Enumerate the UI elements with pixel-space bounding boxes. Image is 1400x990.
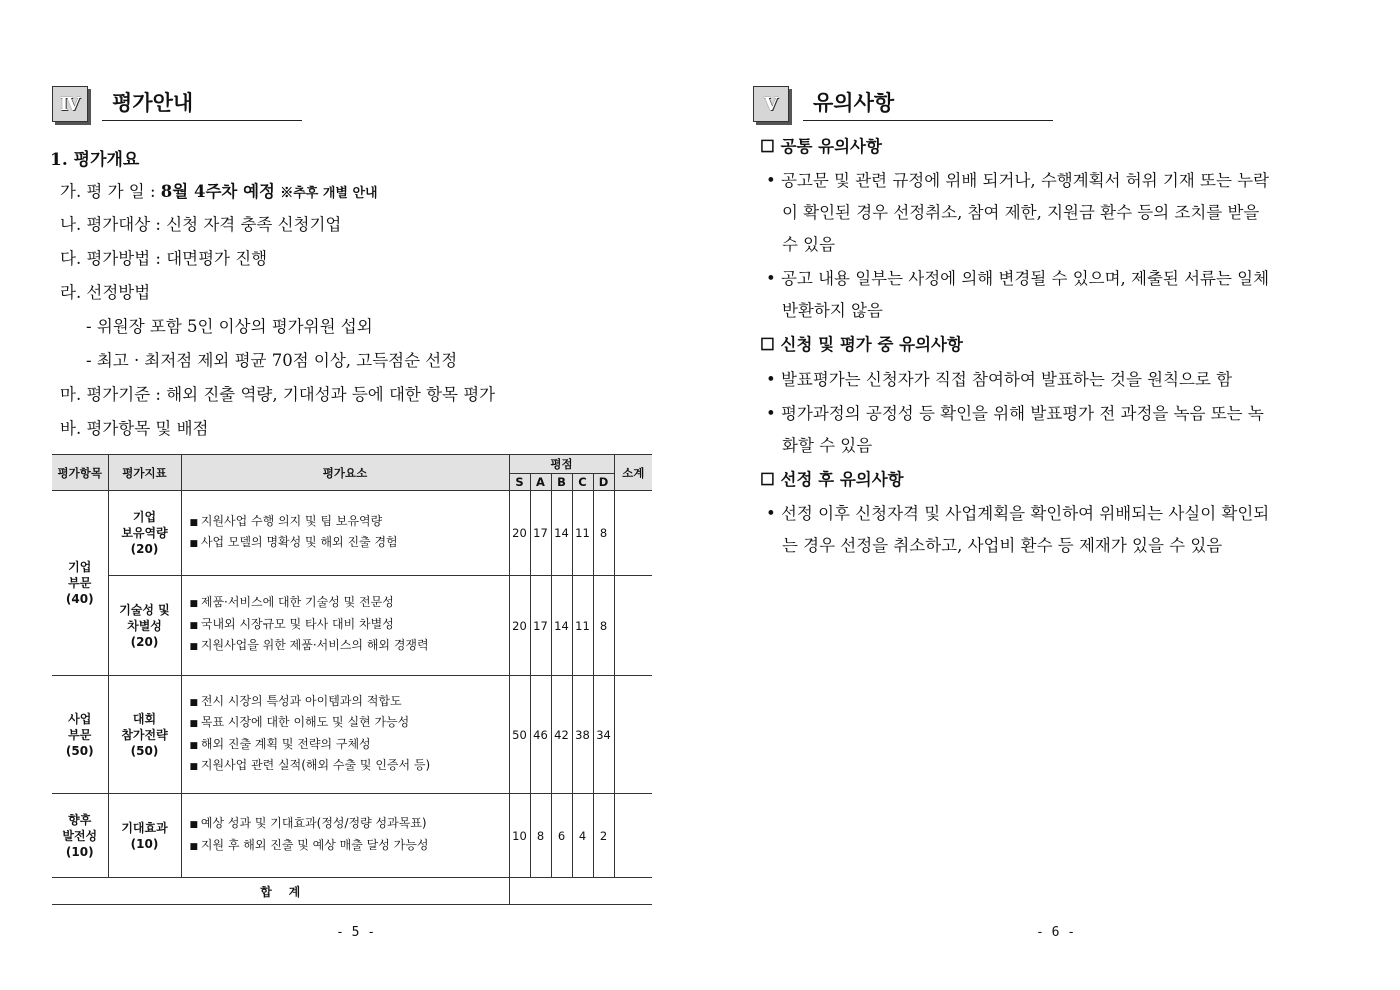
score-cell: 20 — [509, 491, 530, 576]
score-cell: 20 — [509, 576, 530, 676]
evaluation-table — [52, 454, 652, 905]
score-cell: 2 — [593, 794, 614, 878]
header-grade: C — [572, 474, 593, 491]
section-underline — [803, 120, 1053, 121]
subtotal-cell — [614, 676, 652, 794]
header-grade: D — [593, 474, 614, 491]
subheading-after-selection: ☐ 선정 후 유의사항 — [760, 470, 904, 489]
header-score: 평점 — [509, 455, 614, 474]
eval-date-value: 8월 4주차 예정 — [160, 182, 275, 201]
elements-cell — [181, 491, 509, 576]
category-cell: 사업 부문 (50) — [52, 676, 108, 794]
indicator-cell: 대회 참가전략 (50) — [108, 676, 181, 794]
subheading-apply-eval: ☐ 신청 및 평가 중 유의사항 — [760, 335, 963, 354]
score-cell: 34 — [593, 676, 614, 794]
header-elements: 평가요소 — [181, 455, 509, 491]
element-item: ■ 목표 시장에 대한 이해도 및 실현 가능성 — [190, 713, 509, 735]
bullet-line: • 선정 이후 신청자격 및 사업계획을 확인하여 위배되는 사실이 확인되 — [766, 504, 1270, 523]
score-cell: 17 — [530, 491, 551, 576]
total-label: 합 계 — [52, 878, 509, 905]
subtotal-cell — [614, 576, 652, 676]
section-title: 유의사항 — [813, 91, 895, 115]
subtotal-cell — [614, 491, 652, 576]
element-item: ■ 예상 성과 및 기대효과(정성/정량 성과목표) — [190, 814, 509, 836]
bullet-line: 는 경우 선정을 취소하고, 사업비 환수 등 제재가 있을 수 있음 — [782, 536, 1223, 555]
score-cell: 14 — [551, 576, 572, 676]
section-number-box — [52, 86, 88, 122]
score-cell: 8 — [593, 576, 614, 676]
score-cell: 8 — [593, 491, 614, 576]
selection-method-item: - 위원장 포함 5인 이상의 평가위원 섭외 — [86, 317, 373, 336]
total-value-cell — [509, 878, 652, 905]
page-number: - 5 - — [336, 925, 376, 940]
eval-date-label: 가. 평 가 일 : — [60, 182, 161, 201]
header-grade: A — [530, 474, 551, 491]
category-cell: 기업 부문 (40) — [52, 491, 108, 676]
eval-target: 나. 평가대상 : 신청 자격 충족 신청기업 — [60, 215, 342, 234]
header-category: 평가항목 — [52, 455, 108, 491]
table-row — [52, 491, 652, 576]
score-cell: 11 — [572, 491, 593, 576]
page-number: - 6 - — [1036, 925, 1076, 940]
indicator-cell: 기술성 및 차별성 (20) — [108, 576, 181, 676]
score-cell: 8 — [530, 794, 551, 878]
page-6 — [700, 0, 1400, 990]
element-item: ■ 사업 모델의 명확성 및 해외 진출 경험 — [190, 533, 509, 555]
score-cell: 10 — [509, 794, 530, 878]
header-indicator: 평가지표 — [108, 455, 181, 491]
header-subtotal: 소계 — [614, 455, 652, 491]
total-row — [52, 878, 652, 905]
score-cell: 11 — [572, 576, 593, 676]
section-numeral: Ⅳ — [59, 93, 81, 115]
category-cell: 향후 발전성 (10) — [52, 794, 108, 878]
element-item: ■ 제품·서비스에 대한 기술성 및 전문성 — [190, 593, 509, 615]
eval-criteria: 마. 평가기준 : 해외 진출 역량, 기대성과 등에 대한 항목 평가 — [60, 385, 496, 404]
bullet-line: • 공고문 및 관련 규정에 위배 되거나, 수행계획서 허위 기재 또는 누락 — [766, 171, 1270, 190]
eval-items-heading: 바. 평가항목 및 배점 — [60, 419, 209, 438]
score-cell: 42 — [551, 676, 572, 794]
score-cell: 17 — [530, 576, 551, 676]
elements-cell — [181, 576, 509, 676]
elements-cell — [181, 676, 509, 794]
bullet-line: • 발표평가는 신청자가 직접 참여하여 발표하는 것을 원칙으로 함 — [766, 370, 1233, 389]
indicator-cell: 기업 보유역량 (20) — [108, 491, 181, 576]
section-number-box — [753, 86, 789, 122]
overview-heading: 1. 평가개요 — [50, 150, 140, 170]
element-item: ■ 해외 진출 계획 및 전략의 구체성 — [190, 735, 509, 757]
subtotal-cell — [614, 794, 652, 878]
score-cell: 14 — [551, 491, 572, 576]
score-cell: 4 — [572, 794, 593, 878]
section-underline — [102, 120, 302, 121]
element-item: ■ 국내외 시장규모 및 타사 대비 차별성 — [190, 615, 509, 637]
table-row — [52, 794, 652, 878]
score-cell: 38 — [572, 676, 593, 794]
element-item: ■ 지원사업을 위한 제품·서비스의 해외 경쟁력 — [190, 636, 509, 658]
table-row — [52, 676, 652, 794]
indicator-cell: 기대효과 (10) — [108, 794, 181, 878]
score-cell: 6 — [551, 794, 572, 878]
bullet-line: • 평가과정의 공정성 등 확인을 위해 발표평가 전 과정을 녹음 또는 녹 — [766, 404, 1264, 423]
subheading-common: ☐ 공통 유의사항 — [760, 137, 882, 156]
element-item: ■ 지원 후 해외 진출 및 예상 매출 달성 가능성 — [190, 836, 509, 858]
selection-method-item: - 최고 · 최저점 제외 평균 70점 이상, 고득점순 선정 — [86, 351, 458, 370]
bullet-line: 수 있음 — [782, 235, 836, 254]
eval-method: 다. 평가방법 : 대면평가 진행 — [60, 249, 268, 268]
header-grade: S — [509, 474, 530, 491]
eval-date-line — [60, 178, 378, 202]
element-item: ■ 지원사업 관련 실적(해외 수출 및 인증서 등) — [190, 756, 509, 778]
bullet-line: 반환하지 않음 — [782, 301, 883, 320]
bullet-line: 화할 수 있음 — [782, 436, 873, 455]
score-cell: 50 — [509, 676, 530, 794]
element-item: ■ 지원사업 수행 의지 및 팀 보유역량 — [190, 512, 509, 534]
eval-date-note: ※추후 개별 안내 — [280, 186, 378, 201]
section-title: 평가안내 — [112, 91, 194, 115]
element-item: ■ 전시 시장의 특성과 아이템과의 적합도 — [190, 692, 509, 714]
score-cell: 46 — [530, 676, 551, 794]
elements-cell — [181, 794, 509, 878]
header-grade: B — [551, 474, 572, 491]
bullet-line: • 공고 내용 일부는 사정에 의해 변경될 수 있으며, 제출된 서류는 일체 — [766, 269, 1270, 288]
selection-method: 라. 선정방법 — [60, 283, 151, 302]
section-numeral: Ⅴ — [764, 93, 778, 115]
bullet-line: 이 확인된 경우 선정취소, 참여 제한, 지원금 환수 등의 조치를 받을 — [782, 203, 1260, 222]
table-row — [52, 576, 652, 676]
